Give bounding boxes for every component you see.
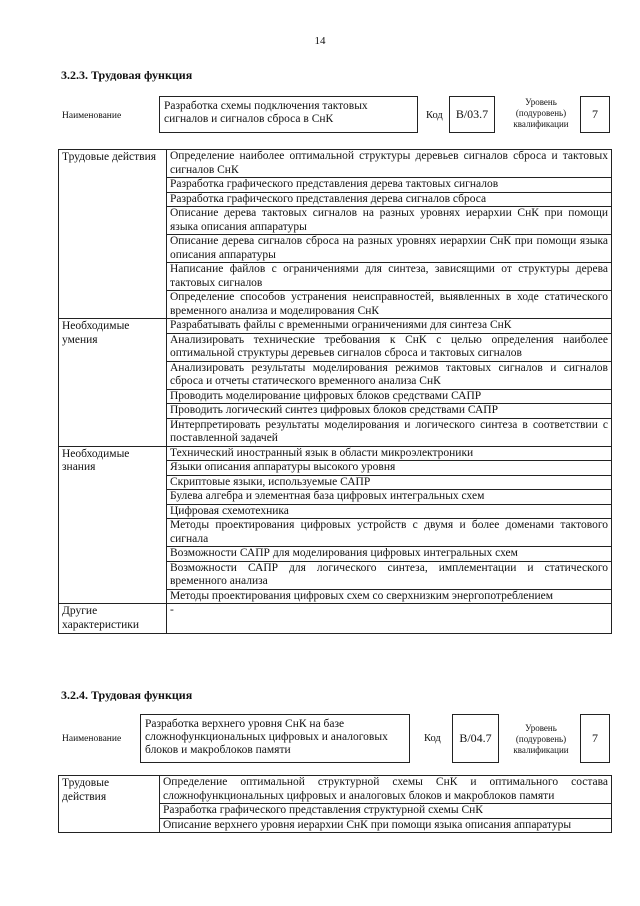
list-item: Анализировать технические требования к СнК с целью определения наиболее оптимальной структуры деревьев сигналов сброса и тактовых сигналов — [167, 333, 612, 361]
code-box: В/04.7 — [452, 714, 499, 763]
name-label: Наименование — [62, 111, 122, 121]
list-item: Языки описания аппаратуры высокого уровня — [167, 461, 612, 476]
list-item: Методы проектирования цифровых схем со сверхнизким энергопотреблением — [167, 589, 612, 604]
list-item: Методы проектирования цифровых устройств с двумя и более доменами тактового сигнала — [167, 519, 612, 547]
list-item: Интерпретировать результаты моделирования и логического синтеза в соответствии с поставленной задачей — [167, 418, 612, 446]
list-item: Разработка графического представления структурной схемы СнК — [160, 804, 612, 819]
function-name-box: Разработка верхнего уровня СнК на базе сложнофункциональных цифровых и аналоговых блоков и макроблоков памяти — [140, 714, 410, 763]
list-item: Цифровая схемотехника — [167, 504, 612, 519]
table-row — [59, 319, 612, 334]
list-item: Анализировать результаты моделирования режимов тактовых сигналов и сигналов сброса и отчеты статического временного анализа СнК — [167, 361, 612, 389]
code-label: Код — [424, 733, 441, 744]
list-item: Разработка графического представления дерева тактовых сигналов — [167, 178, 612, 193]
function-table-3-2-4 — [58, 775, 612, 833]
list-item: Возможности САПР для логического синтеза, имплементации и статического временного анализа — [167, 561, 612, 589]
list-item: Написание файлов с ограничениями для синтеза, зависящими от структуры дерева тактовых сигналов — [167, 263, 612, 291]
table-row — [59, 776, 612, 804]
list-item: Определение наиболее оптимальной структуры деревьев сигналов сброса и тактовых сигналов СнК — [167, 150, 612, 178]
page-number: 14 — [314, 35, 326, 47]
list-item: Технический иностранный язык в области микроэлектроники — [167, 446, 612, 461]
list-item: Разработка графического представления дерева сигналов сброса — [167, 192, 612, 207]
name-label: Наименование — [62, 734, 122, 744]
list-item: Описание дерева тактовых сигналов на разных уровнях иерархии СнК при помощи языка описания аппаратуры — [167, 207, 612, 235]
group-label: Другие характеристики — [59, 604, 167, 634]
table-row — [59, 604, 612, 634]
group-label: Трудовые действия — [59, 150, 167, 319]
list-item: - — [167, 604, 612, 634]
list-item: Определение оптимальной структурной схемы СнК и оптимального состава сложнофункциональных цифровых и аналоговых блоков и макроблоков памяти — [160, 776, 612, 804]
level-box: 7 — [580, 714, 610, 763]
list-item: Скриптовые языки, используемые САПР — [167, 475, 612, 490]
code-label: Код — [426, 110, 443, 121]
qualification-level-label: Уровень (подуровень) квалификации — [513, 723, 569, 755]
list-item: Описание дерева сигналов сброса на разных уровнях иерархии СнК при помощи языка описания аппаратуры — [167, 235, 612, 263]
section-title-3-2-3: 3.2.3. Трудовая функция — [61, 68, 193, 82]
group-label: Трудовые действия — [59, 776, 160, 833]
section-title-3-2-4: 3.2.4. Трудовая функция — [61, 688, 193, 702]
table-row — [59, 150, 612, 178]
qualification-level-label: Уровень (подуровень) квалификации — [513, 97, 569, 129]
function-name-box: Разработка схемы подключения тактовых сигналов и сигналов сброса в СнК — [159, 96, 418, 133]
list-item: Разрабатывать файлы с временными ограничениями для синтеза СнК — [167, 319, 612, 334]
level-box: 7 — [580, 96, 610, 133]
code-box: В/03.7 — [449, 96, 495, 133]
list-item: Описание верхнего уровня иерархии СнК при помощи языка описания аппаратуры — [160, 818, 612, 833]
table-row — [59, 446, 612, 461]
group-label: Необходимые знания — [59, 446, 167, 604]
function-table-3-2-3 — [58, 149, 612, 634]
list-item: Определение способов устранения неисправностей, выявленных в ходе статического временного анализа и моделирования СнК — [167, 291, 612, 319]
group-label: Необходимые умения — [59, 319, 167, 447]
list-item: Булева алгебра и элементная база цифровых интегральных схем — [167, 490, 612, 505]
list-item: Проводить логический синтез цифровых блоков средствами САПР — [167, 404, 612, 419]
list-item: Проводить моделирование цифровых блоков средствами САПР — [167, 389, 612, 404]
list-item: Возможности САПР для моделирования цифровых интегральных схем — [167, 547, 612, 562]
